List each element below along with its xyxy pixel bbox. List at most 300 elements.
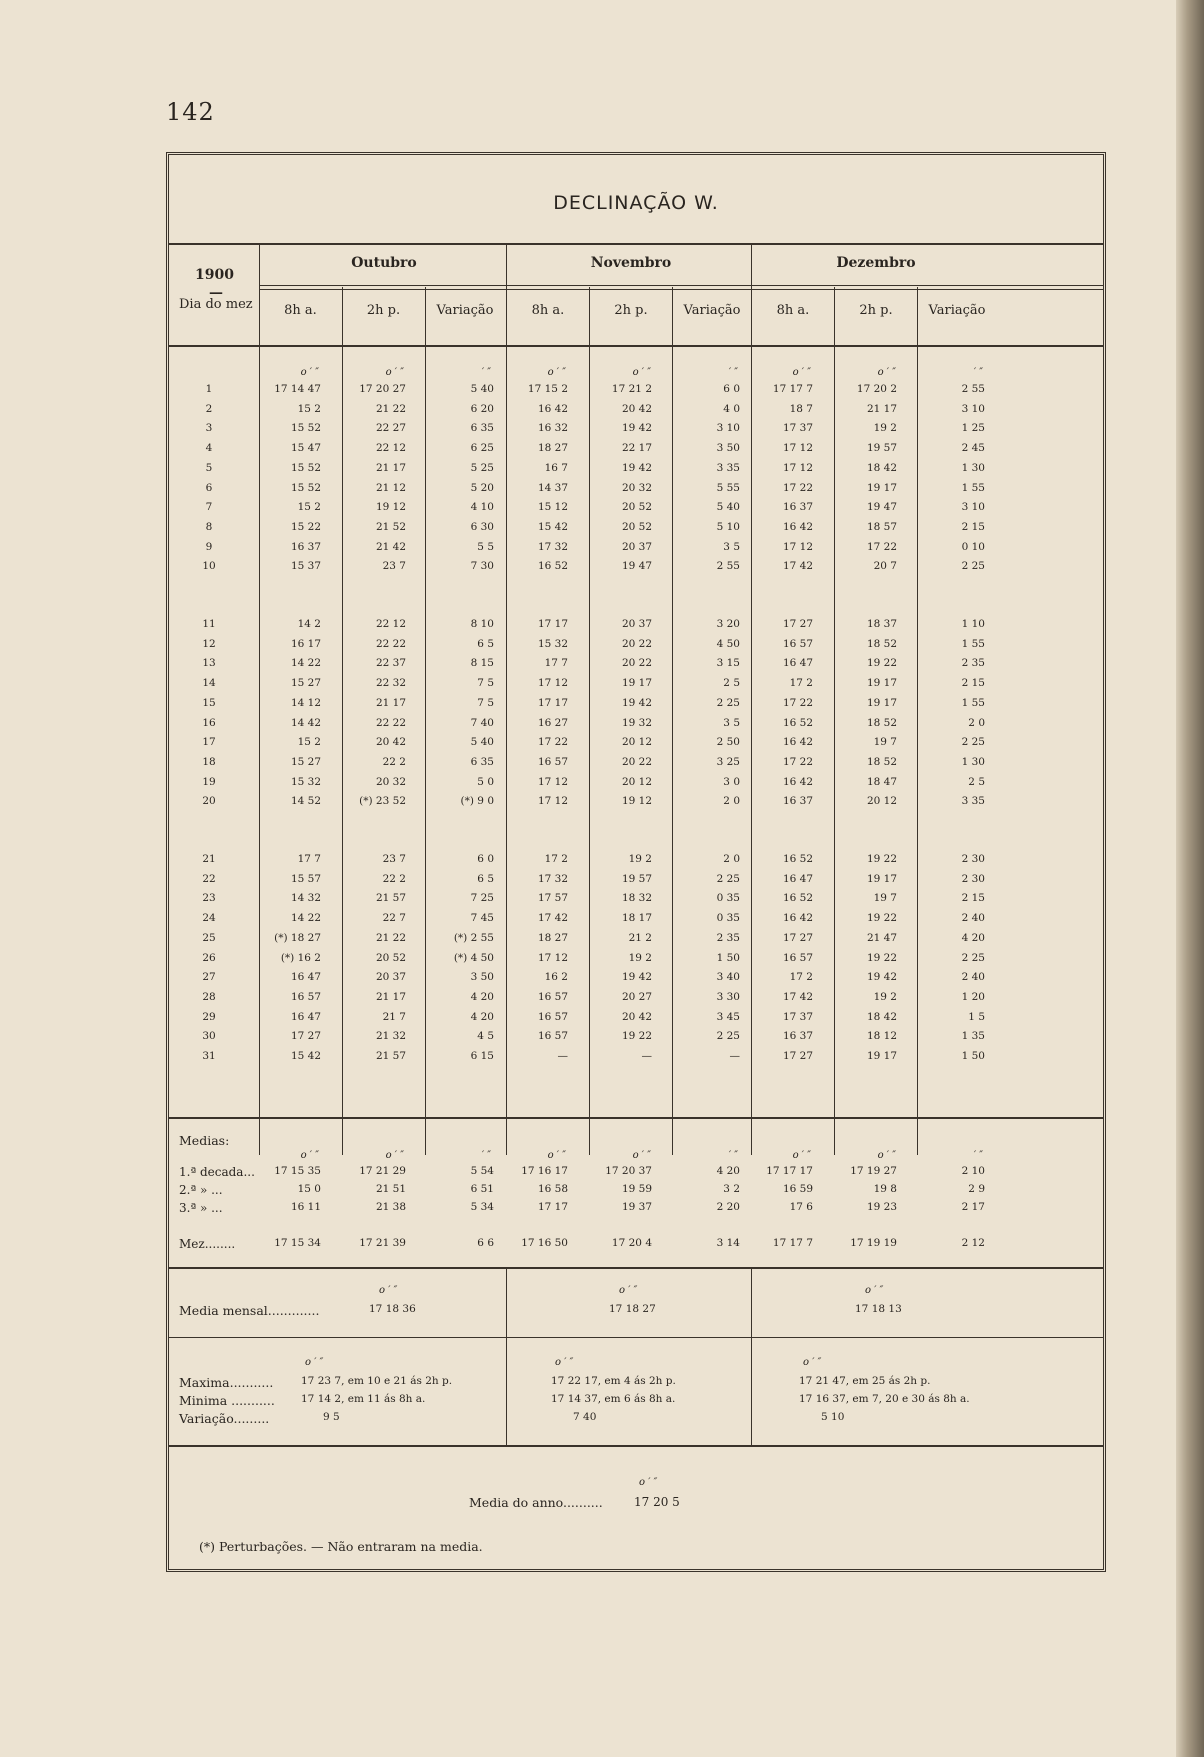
daily-value: 6 5 [477,872,494,885]
daily-value: 23 7 [382,560,406,573]
unit-marks: o ′ ″ [632,367,651,378]
daily-value: 4 20 [470,1010,494,1023]
media-mensal-value: 17 18 36 [369,1303,416,1315]
daily-value: 17 12 [782,540,813,553]
daily-value: 3 0 [723,775,740,788]
day-number: 28 [202,990,216,1003]
header-bottom-rule [169,345,1103,347]
daily-value: 17 22 [537,736,568,749]
daily-value: 22 27 [375,422,406,435]
medias-value: 17 17 17 [766,1165,813,1177]
daily-value: 16 47 [782,657,813,670]
daily-value: (*) 4 50 [453,951,494,964]
unit-marks: o ′ ″ [547,1150,566,1161]
daily-value: 2 0 [723,795,740,808]
daily-value: 23 7 [382,853,406,865]
daily-value: 1 55 [961,637,985,650]
medias-value: 19 23 [866,1201,897,1213]
daily-value: 20 37 [621,618,652,630]
daily-value: — [641,1050,652,1062]
daily-value: 5 40 [470,383,494,395]
medias-value: 2 20 [716,1201,740,1213]
day-number: 4 [205,442,213,455]
medias-label: Medias: [179,1133,230,1148]
unit-marks: o ′ ″ [877,1150,896,1161]
daily-value: 19 22 [866,912,897,925]
daily-value: 19 2 [628,853,652,865]
daily-value: 15 32 [537,637,568,650]
daily-value: 16 52 [782,853,813,865]
daily-value: 17 22 [866,540,897,553]
daily-value: 19 32 [621,716,652,729]
daily-value: (*) 9 0 [460,795,494,808]
daily-value: 19 2 [628,951,652,964]
extremes-units: o ′ ″ [555,1357,574,1368]
medias-value: 5 54 [470,1165,494,1177]
daily-value: 16 57 [537,1030,568,1043]
medias-value: 17 21 29 [359,1165,406,1177]
daily-value: 2 15 [961,677,985,690]
minima-value: 17 14 37, em 6 ás 8h a. [551,1393,676,1405]
daily-value: 20 52 [621,501,652,514]
daily-value: 17 27 [290,1030,321,1043]
medias-value: 17 19 19 [850,1237,897,1249]
daily-value: 21 17 [866,402,897,415]
daily-value: (*) 2 55 [453,931,494,944]
daily-value: 3 45 [716,1010,740,1023]
medias-value: 21 51 [375,1183,406,1195]
daily-value: 3 50 [716,442,740,455]
daily-value: 5 55 [716,481,740,494]
daily-value: 20 32 [375,775,406,788]
daily-value: 22 2 [382,872,406,885]
daily-value: 17 2 [789,971,813,984]
daily-value: 17 2 [544,853,568,865]
daily-value: 16 37 [290,540,321,553]
daily-value: 19 17 [866,1050,897,1062]
daily-value: 16 57 [537,1010,568,1023]
media-anno-label: Media do anno.......... [469,1495,603,1510]
daily-value: 17 14 47 [274,383,321,395]
daily-value: 16 52 [782,716,813,729]
daily-value: 18 27 [537,442,568,455]
day-number: 31 [202,1050,216,1062]
media-anno-units: o ′ ″ [639,1477,658,1488]
medias-value: 5 34 [470,1201,494,1213]
daily-value: 17 57 [537,892,568,905]
day-number: 26 [202,951,216,964]
minima-label: Minima ........... [179,1393,275,1408]
unit-marks: o ′ ″ [385,1150,404,1161]
daily-value: 3 35 [716,461,740,474]
daily-value: 19 47 [621,560,652,573]
daily-value: 21 32 [375,1030,406,1043]
subcolumn-header: Variação [436,303,494,318]
daily-value: 2 0 [968,716,985,729]
daily-value: 20 37 [375,971,406,984]
media-mensal-value: 17 18 27 [609,1303,656,1315]
daily-value: 18 42 [866,1010,897,1023]
daily-value: 20 22 [621,657,652,670]
unit-marks: o ′ ″ [877,367,896,378]
daily-value: 16 37 [782,501,813,514]
medias-value: 19 8 [873,1183,897,1195]
daily-value: 16 57 [782,951,813,964]
daily-value: 3 10 [716,422,740,435]
daily-value: 8 15 [470,657,494,670]
subcolumn-header: 8h a. [776,303,810,318]
daily-value: 7 45 [470,912,494,925]
day-number: 13 [202,657,216,670]
medias-value: 17 15 35 [274,1165,321,1177]
daily-value: 5 10 [716,520,740,533]
subcolumn-header: 8h a. [531,303,565,318]
day-of-month-header: Dia do mez [179,297,253,312]
daily-value: (*) 16 2 [280,951,321,964]
daily-value: 19 7 [873,892,897,905]
daily-value: 22 12 [375,618,406,630]
month-header: Dezembro [836,255,916,271]
daily-value: 20 27 [621,990,652,1003]
medias-row-label: 1.ª decada... [179,1165,255,1179]
daily-value: 19 17 [866,696,897,709]
daily-value: 18 47 [866,775,897,788]
daily-value: 21 17 [375,990,406,1003]
daily-value: 16 42 [537,402,568,415]
daily-value: 14 52 [290,795,321,808]
daily-value: 6 5 [477,637,494,650]
daily-value: 17 7 [297,853,321,865]
day-number: 20 [202,795,216,808]
daily-value: 22 37 [375,657,406,670]
minima-value: 17 14 2, em 11 ás 8h a. [301,1393,426,1405]
subcolumn-header: 2h p. [859,303,893,318]
daily-value: 15 12 [537,501,568,514]
daily-value: 14 12 [290,696,321,709]
daily-value: 17 12 [537,775,568,788]
year-label: 1900 [195,267,234,283]
medias-value: 6 6 [477,1237,494,1249]
daily-value: 5 40 [470,736,494,749]
table-title: DECLINAÇÃO W. [169,155,1103,245]
daily-value: 14 32 [290,892,321,905]
media-mensal-units: o ′ ″ [865,1285,884,1296]
day-number: 19 [202,775,216,788]
daily-value: 1 5 [968,1010,985,1023]
daily-value: 5 20 [470,481,494,494]
unit-marks: o ′ ″ [300,367,319,378]
variacao-value: 7 40 [573,1411,597,1423]
daily-value: 16 42 [782,775,813,788]
daily-value: 18 27 [537,931,568,944]
daily-value: 4 0 [723,402,740,415]
daily-value: 2 25 [961,736,985,749]
medias-row-label: Mez........ [179,1237,236,1251]
daily-value: 16 52 [782,892,813,905]
daily-value: 17 22 [782,481,813,494]
unit-marks: o ′ ″ [385,367,404,378]
daily-value: 17 20 2 [856,383,897,395]
daily-value: (*) 18 27 [274,931,321,944]
daily-value: 15 42 [290,1050,321,1062]
maxima-value: 17 22 17, em 4 ás 2h p. [551,1375,676,1387]
daily-value: 16 37 [782,795,813,808]
daily-value: 17 22 [782,755,813,768]
minima-value: 17 16 37, em 7, 20 e 30 ás 8h a. [799,1393,970,1405]
daily-value: 3 5 [723,540,740,553]
unit-marks: ′ ″ [728,367,738,378]
daily-value: 16 7 [544,461,568,474]
daily-value: 16 57 [537,990,568,1003]
daily-value: 16 27 [537,716,568,729]
daily-value: 2 40 [961,912,985,925]
daily-value: 5 25 [470,461,494,474]
day-number: 18 [202,755,216,768]
daily-value: 1 55 [961,481,985,494]
column-rule [751,1267,752,1445]
daily-value: 20 12 [866,795,897,808]
daily-value: 18 52 [866,716,897,729]
page-number: 142 [166,98,215,126]
daily-value: 17 32 [537,540,568,553]
medias-value: 3 14 [716,1237,740,1249]
unit-marks: o ′ ″ [632,1150,651,1161]
daily-value: 15 32 [290,775,321,788]
day-number: 23 [202,892,216,905]
daily-value: 17 12 [782,461,813,474]
daily-value: 20 12 [621,775,652,788]
daily-value: 16 47 [290,971,321,984]
daily-value: 7 5 [477,677,494,690]
daily-value: 19 17 [866,677,897,690]
daily-value: 21 57 [375,1050,406,1062]
annual-rule [169,1445,1103,1447]
media-anno-value: 17 20 5 [634,1495,680,1509]
daily-value: 19 22 [866,853,897,865]
daily-value: 15 52 [290,461,321,474]
daily-value: 19 42 [621,422,652,435]
daily-value: 1 35 [961,1030,985,1043]
daily-value: 21 2 [628,931,652,944]
column-rule [506,1267,507,1445]
daily-value: 4 50 [716,637,740,650]
daily-value: 22 32 [375,677,406,690]
daily-value: 16 2 [544,971,568,984]
daily-value: 20 32 [621,481,652,494]
daily-value: 20 22 [621,755,652,768]
daily-value: 21 17 [375,461,406,474]
daily-value: 2 30 [961,853,985,865]
daily-value: 6 0 [723,383,740,395]
medias-value: 17 20 37 [605,1165,652,1177]
daily-value: 3 25 [716,755,740,768]
daily-value: 19 47 [866,501,897,514]
daily-value: 19 2 [873,990,897,1003]
subcolumn-header: 2h p. [614,303,648,318]
daily-value: 15 37 [290,560,321,573]
day-number: 25 [202,931,216,944]
unit-marks: ′ ″ [973,367,983,378]
daily-value: 19 17 [866,481,897,494]
footnote: (*) Perturbações. — Não entraram na media. [199,1539,483,1554]
daily-value: 18 12 [866,1030,897,1043]
daily-value: 16 32 [537,422,568,435]
daily-value: 3 40 [716,971,740,984]
daily-value: 21 12 [375,481,406,494]
daily-value: 3 10 [961,501,985,514]
daily-value: 20 42 [621,402,652,415]
daily-value: 19 17 [866,872,897,885]
daily-value: 16 42 [782,520,813,533]
day-number: 9 [205,540,213,553]
variacao-value: 9 5 [323,1411,340,1423]
daily-value: 0 10 [961,540,985,553]
daily-value: 22 12 [375,442,406,455]
daily-value: 1 55 [961,696,985,709]
medias-value: 16 11 [290,1201,321,1213]
daily-value: 22 2 [382,755,406,768]
daily-value: 18 57 [866,520,897,533]
daily-value: 16 47 [290,1010,321,1023]
daily-value: 18 37 [866,618,897,630]
extremes-units: o ′ ″ [305,1357,324,1368]
day-number: 3 [205,422,213,435]
daily-value: 14 22 [290,657,321,670]
daily-value: 17 37 [782,422,813,435]
daily-value: 7 30 [470,560,494,573]
daily-value: 15 57 [290,872,321,885]
day-number: 6 [205,481,213,494]
daily-value: 19 22 [621,1030,652,1043]
medias-value: 2 12 [961,1237,985,1249]
daily-value: 7 5 [477,696,494,709]
daily-value: 6 35 [470,755,494,768]
daily-value: 22 22 [375,637,406,650]
daily-value: 16 37 [782,1030,813,1043]
medias-value: 19 59 [621,1183,652,1195]
day-number: 30 [202,1030,216,1043]
day-number: 8 [205,520,213,533]
daily-value: 19 57 [621,872,652,885]
daily-value: 20 52 [375,951,406,964]
daily-value: 6 15 [470,1050,494,1062]
media-mensal-units: o ′ ″ [379,1285,398,1296]
daily-value: 21 47 [866,931,897,944]
daily-value: 18 52 [866,755,897,768]
subcolumn-header: Variação [928,303,986,318]
daily-value: 6 35 [470,422,494,435]
daily-value: 0 35 [716,892,740,905]
extremes-units: o ′ ″ [803,1357,822,1368]
daily-value: 17 7 [544,657,568,670]
unit-marks: o ′ ″ [792,1150,811,1161]
daily-value: 17 20 27 [359,383,406,395]
daily-value: 3 10 [961,402,985,415]
daily-value: 18 17 [621,912,652,925]
daily-value: 15 27 [290,755,321,768]
daily-value: 1 25 [961,422,985,435]
medias-value: 17 16 50 [521,1237,568,1249]
daily-value: 17 12 [537,795,568,808]
daily-value: 16 47 [782,872,813,885]
page-edge [1176,0,1204,1757]
medias-value: 17 21 39 [359,1237,406,1249]
daily-value: 2 0 [723,853,740,865]
daily-value: 7 25 [470,892,494,905]
daily-value: 17 32 [537,872,568,885]
daily-value: 3 50 [470,971,494,984]
month-header: Novembro [590,255,672,271]
daily-value: 1 20 [961,990,985,1003]
day-number: 14 [202,677,216,690]
daily-value: 19 2 [873,422,897,435]
daily-value: 19 57 [866,442,897,455]
daily-value: 20 12 [621,736,652,749]
day-number: 12 [202,637,216,650]
daily-value: 17 27 [782,1050,813,1062]
daily-value: 19 7 [873,736,897,749]
daily-value: — [557,1050,568,1062]
daily-value: 17 42 [537,912,568,925]
daily-value: 21 22 [375,931,406,944]
maxima-label: Maxima........... [179,1375,274,1390]
daily-value: 2 25 [716,696,740,709]
daily-value: 7 40 [470,716,494,729]
daily-value: 6 30 [470,520,494,533]
medias-value: 17 17 7 [772,1237,813,1249]
daily-value: 22 22 [375,716,406,729]
daily-value: 3 15 [716,657,740,670]
day-number: 2 [205,402,213,415]
subcolumn-header: 8h a. [284,303,317,318]
daily-value: 17 21 2 [611,383,652,395]
daily-value: 6 0 [477,853,494,865]
medias-value: 17 6 [789,1201,813,1213]
day-number: 5 [205,461,213,474]
month-header-rule [259,285,1103,286]
daily-value: 2 55 [961,383,985,395]
daily-value: 2 5 [723,677,740,690]
medias-value: 15 0 [297,1183,321,1195]
medias-value: 2 10 [961,1165,985,1177]
daily-value: 20 52 [621,520,652,533]
daily-value: 17 27 [782,931,813,944]
day-number: 15 [202,696,216,709]
daily-value: 4 5 [477,1030,494,1043]
daily-value: 2 45 [961,442,985,455]
daily-value: 0 35 [716,912,740,925]
daily-value: 19 22 [866,657,897,670]
medias-value: 3 2 [723,1183,740,1195]
day-number: 16 [202,716,216,729]
daily-value: 6 25 [470,442,494,455]
daily-value: 14 37 [537,481,568,494]
daily-value: 20 42 [375,736,406,749]
daily-value: 3 30 [716,990,740,1003]
unit-marks: o ′ ″ [300,1150,319,1161]
medias-value: 17 15 34 [274,1237,321,1249]
day-number: 22 [202,872,216,885]
daily-value: 20 42 [621,1010,652,1023]
maxima-value: 17 23 7, em 10 e 21 ás 2h p. [301,1375,453,1387]
daily-value: (*) 23 52 [359,795,406,808]
day-number: 11 [202,618,216,630]
daily-value: 15 27 [290,677,321,690]
daily-value: 2 25 [716,1030,740,1043]
daily-value: 20 22 [621,637,652,650]
daily-value: 4 10 [470,501,494,514]
daily-value: 3 20 [716,618,740,630]
